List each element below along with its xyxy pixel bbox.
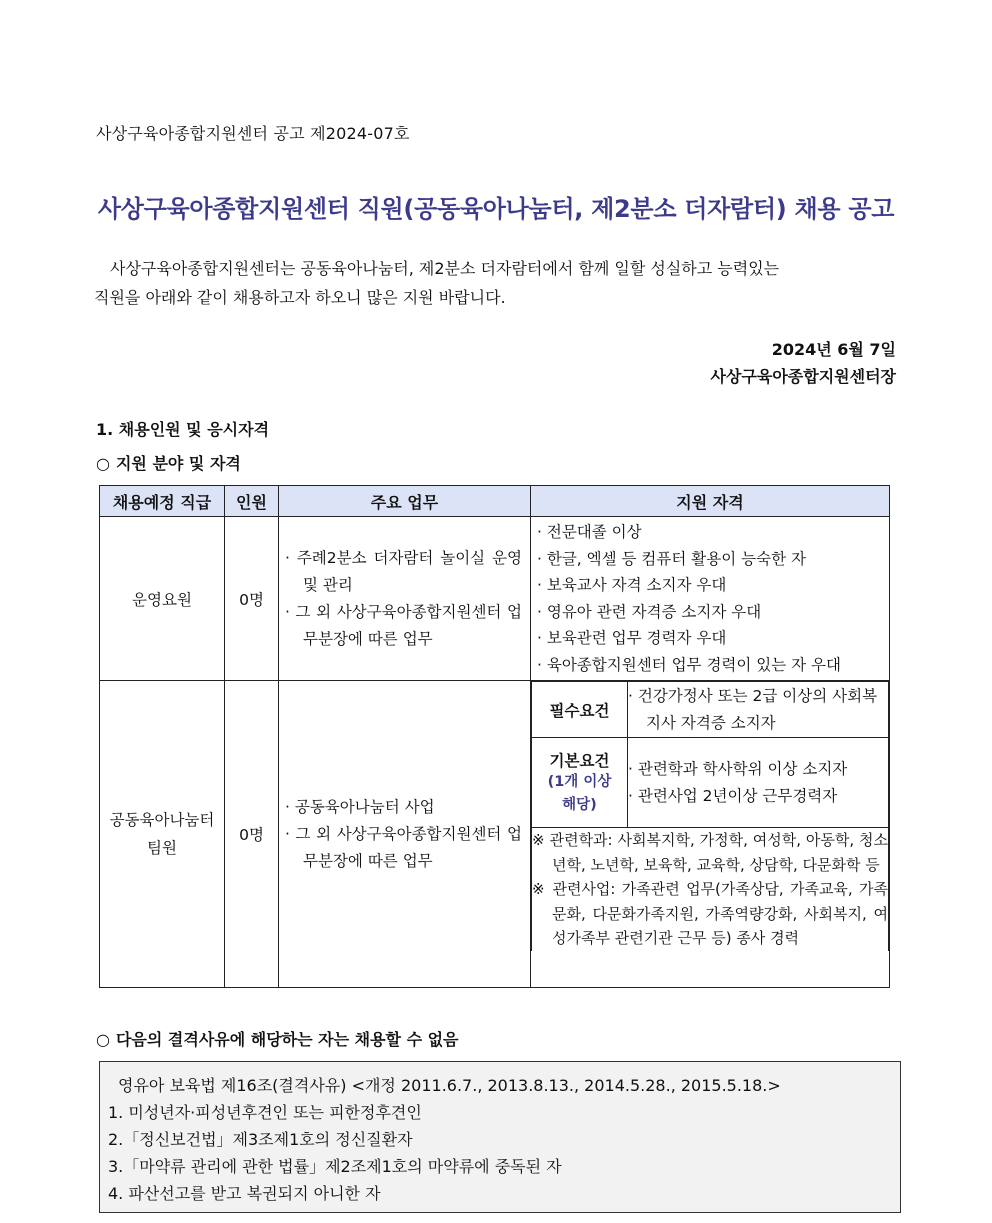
basic-item: · 관련사업 2년이상 근무경력자 [628, 786, 838, 805]
count-cell: 0명 [225, 517, 279, 681]
basic-sublabel: (1개 이상 [547, 773, 612, 790]
qualification-item: · 보육관련 업무 경력자 우대 [537, 629, 727, 647]
duties-cell [279, 681, 531, 988]
disqualification-item: 1. 미성년자·피성년후견인 또는 피한정후견인 [108, 1103, 422, 1122]
notes-row [532, 828, 889, 951]
page-title: 사상구육아종합지원센터 직원(공동육아나눔터, 제2분소 더자람터) 채용 공고 [97, 195, 895, 223]
table-header-row [100, 486, 890, 517]
basic-row [532, 738, 889, 828]
qualification-item: · 보육교사 자격 소지자 우대 [537, 576, 727, 594]
position-line: 공동육아나눔터 [109, 811, 215, 829]
disqualification-item: 4. 파산선고를 받고 복권되지 아니한 자 [108, 1184, 381, 1203]
circle-bullet-icon: ○ [96, 454, 110, 473]
section-heading: 1. 채용인원 및 응시자격 [96, 420, 270, 439]
disqualification-heading [96, 1027, 459, 1050]
duty-item: · 공동육아나눔터 사업 [285, 797, 435, 816]
duty-item: · 그 외 사상구육아종합지원센터 업무분장에 따른 업무 [285, 602, 522, 648]
basic-cell [628, 738, 889, 828]
sub-heading [96, 451, 241, 474]
basic-sublabel: 해당) [562, 796, 597, 813]
intro-paragraph [94, 254, 894, 312]
qualification-item: · 육아종합지원센터 업무 경력이 있는 자 우대 [537, 655, 842, 674]
intro-line: 직원을 아래와 같이 채용하고자 하오니 많은 지원 바랍니다. [94, 288, 506, 307]
column-header: 인원 [225, 486, 279, 517]
qualification-item: · 한글, 엑셀 등 컴퓨터 활용이 능숙한 자 [537, 549, 806, 568]
qualification-item: · 전문대졸 이상 [537, 523, 642, 541]
duty-item: · 주례2분소 더자람터 놀이실 운영 및 관리 [285, 548, 522, 594]
law-reference: 영유아 보육법 제16조(결격사유) <개정 2011.6.7., 2013.8.13., 2014.5.28., 2015.5.18.> [118, 1076, 781, 1095]
required-label: 필수요건 [532, 682, 628, 738]
basic-label-cell [532, 738, 628, 828]
position-cell [100, 681, 225, 988]
required-cell [628, 682, 889, 738]
signer: 사상구육아종합지원센터장 [710, 367, 896, 386]
duty-item: · 그 외 사상구육아종합지원센터 업무분장에 따른 업무 [285, 824, 522, 870]
qualifications-cell [531, 681, 890, 988]
circle-bullet-icon: ○ [96, 1030, 110, 1049]
column-header: 채용예정 직급 [100, 486, 225, 517]
recruitment-table [99, 485, 890, 988]
position-line: 팀원 [147, 839, 177, 857]
disqualification-box [99, 1061, 901, 1213]
table-row [100, 517, 890, 681]
qualifications-cell [531, 517, 890, 681]
notes-cell [532, 828, 889, 951]
disqualification-item: 3.「마약류 관리에 관한 법률」제2조제1호의 마약류에 중독된 자 [108, 1157, 562, 1176]
position-cell: 운영요원 [100, 517, 225, 681]
qualification-item: · 영유아 관련 자격증 소지자 우대 [537, 602, 762, 621]
column-header: 주요 업무 [279, 486, 531, 517]
requirements-table [531, 681, 889, 951]
sub-heading-text: 지원 분야 및 자격 [115, 454, 241, 473]
disqualification-item: 2.「정신보건법」제3조제1호의 정신질환자 [108, 1130, 413, 1149]
disqualification-heading-text: 다음의 결격사유에 해당하는 자는 채용할 수 없음 [115, 1030, 459, 1049]
column-header: 지원 자격 [531, 486, 890, 517]
basic-label: 기본요건 [549, 751, 610, 770]
duties-cell [279, 517, 531, 681]
intro-line: 사상구육아종합지원센터는 공동육아나눔터, 제2분소 더자람터에서 함께 일할 성실하고 능력있는 [110, 259, 780, 278]
note-item: ※ 관련학과: 사회복지학, 가정학, 여성학, 아동학, 청소년학, 노년학, 보육학, 교육학, 상담학, 다문화학 등 [532, 831, 888, 874]
required-item: · 건강가정사 또는 2급 이상의 사회복지사 자격증 소지자 [628, 686, 878, 732]
announcement-date: 2024년 6월 7일 [771, 340, 896, 359]
count-cell: 0명 [225, 681, 279, 988]
table-row [100, 681, 890, 988]
note-item: ※ 관련사업: 가족관련 업무(가족상담, 가족교육, 가족문화, 다문화가족지원, 가족역량강화, 사회복지, 여성가족부 관련기관 근무 등) 종사 경력 [532, 880, 888, 947]
notice-number: 사상구육아종합지원센터 공고 제2024-07호 [96, 124, 410, 143]
required-row [532, 682, 889, 738]
basic-item: · 관련학과 학사학위 이상 소지자 [628, 759, 848, 778]
